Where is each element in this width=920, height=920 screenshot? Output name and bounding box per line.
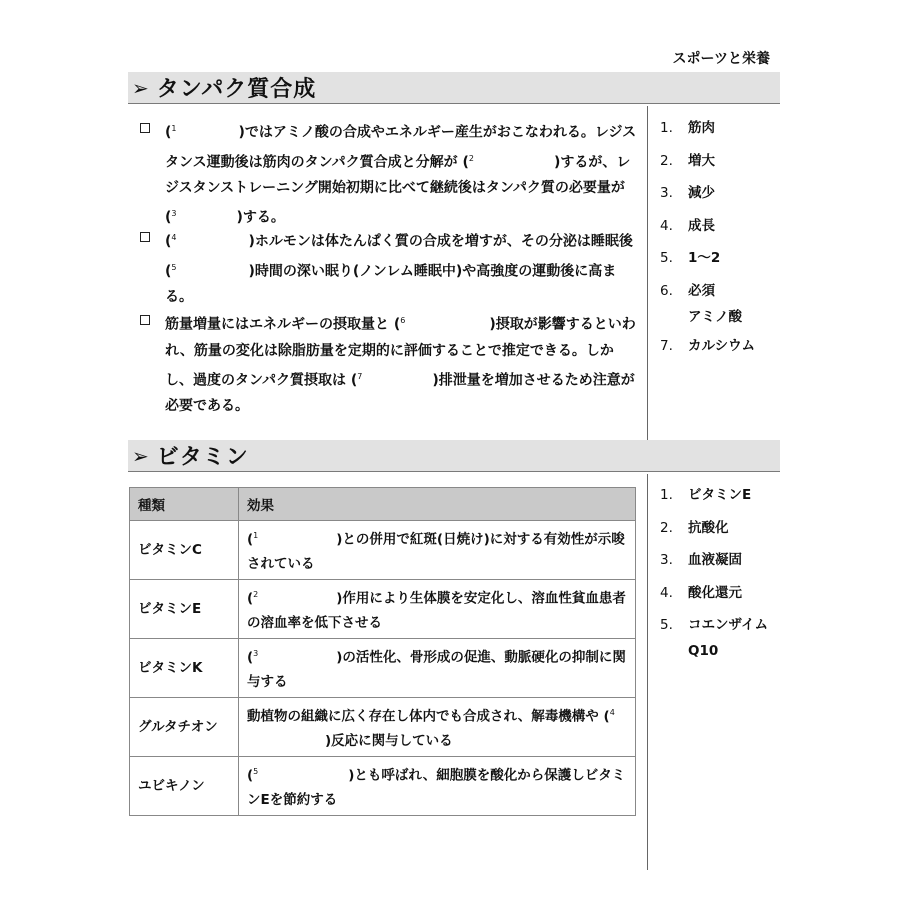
question-item-3: [140, 308, 640, 419]
answer-item: 1. ビタミンE: [660, 487, 752, 503]
question-text: ($^4$ )ホルモンは体たんぱく質の合成を増すが、その分泌は睡眠後 ($^5$ )時間の深い眠り(ノンレム睡眠中)や高強度の運動後に高まる。: [165, 233, 633, 306]
answer-item: 7. カルシウム: [660, 337, 756, 354]
vitamin-effect: ($^3$ )の活性化、骨形成の促進、動脈硬化の抑制に関与する: [239, 639, 636, 698]
section-title: ビタミン: [156, 445, 249, 470]
checkbox-icon: [140, 315, 150, 325]
arrow-icon: ➢: [132, 75, 149, 100]
checkbox-icon: [140, 123, 150, 133]
answer-item: 2. 増大: [660, 152, 715, 169]
table-row: [130, 757, 636, 816]
table-row: [130, 521, 636, 580]
column-divider: [647, 106, 648, 440]
vitamin-effect: 動植物の組織に広く存在し体内でも合成され、解毒機構や ($^4$)反応に関与している: [239, 698, 636, 757]
answer-item: 3. 血液凝固: [660, 552, 742, 568]
answer-item: 6. 必須 アミノ酸: [660, 282, 742, 325]
answer-item: 5. 1〜2: [660, 250, 721, 266]
answer-item: 2. 抗酸化: [660, 519, 729, 536]
checkbox-icon: [140, 232, 150, 242]
arrow-icon: ➢: [132, 443, 149, 468]
vitamin-name: グルタチオン: [130, 698, 239, 757]
question-text: 筋量増量にはエネルギーの摂取量と ($^6$ )摂取が影響するといわれ、筋量の変化は除脂肪量を定期的に評価することで推定できる。しかし、過度のタンパク質摂取は ($^7$ )排泄量を増加させるため注意が必要である。: [165, 316, 636, 415]
answer-item: 5. コエンザイム Q10: [660, 617, 769, 659]
vitamin-effect: ($^2$ )作用により生体膜を安定化し、溶血性貧血患者の溶血率を低下させる: [239, 580, 636, 639]
vitamin-name: ビタミンC: [130, 521, 239, 580]
vitamin-effect: ($^5$ )とも呼ばれ、細胞膜を酸化から保護しビタミンEを節約する: [239, 757, 636, 816]
answer-item: 4. 成長: [660, 217, 715, 234]
answer-item: 4. 酸化還元: [660, 584, 742, 601]
section-title: タンパク質合成: [156, 77, 317, 102]
vitamin-name: ユビキノン: [130, 757, 239, 816]
section-header-protein: [128, 72, 780, 104]
question-item-1: [140, 116, 640, 231]
table-row: [130, 639, 636, 698]
table-row: [130, 698, 636, 757]
vitamin-table: [129, 487, 636, 816]
column-header-type: 種類: [130, 488, 239, 521]
answer-list-vitamin: [660, 479, 768, 664]
document-header-title: スポーツと栄養: [672, 51, 770, 67]
answer-item: 3. 減少: [660, 185, 715, 201]
question-text: ($^1$ )ではアミノ酸の合成やエネルギー産生がおこなわれる。レジスタンス運動後は筋肉のタンパク質合成と分解が ($^2$ )するが、レジスタンストレーニング開始初期に比べて継続後はタンパク質の必要量が ($^3$ )する。: [165, 124, 637, 226]
question-item-2: [140, 225, 640, 310]
table-row: [130, 580, 636, 639]
answer-list-protein: [660, 112, 755, 362]
section-header-vitamin: [128, 440, 780, 472]
vitamin-effect: ($^1$ )との併用で紅斑(日焼け)に対する有効性が示唆されている: [239, 521, 636, 580]
column-divider: [647, 474, 648, 870]
table-header-row: [130, 488, 636, 521]
vitamin-name: ビタミンE: [130, 580, 239, 639]
column-header-effect: 効果: [239, 488, 636, 521]
answer-item: 1. 筋肉: [660, 120, 715, 136]
vitamin-name: ビタミンK: [130, 639, 239, 698]
